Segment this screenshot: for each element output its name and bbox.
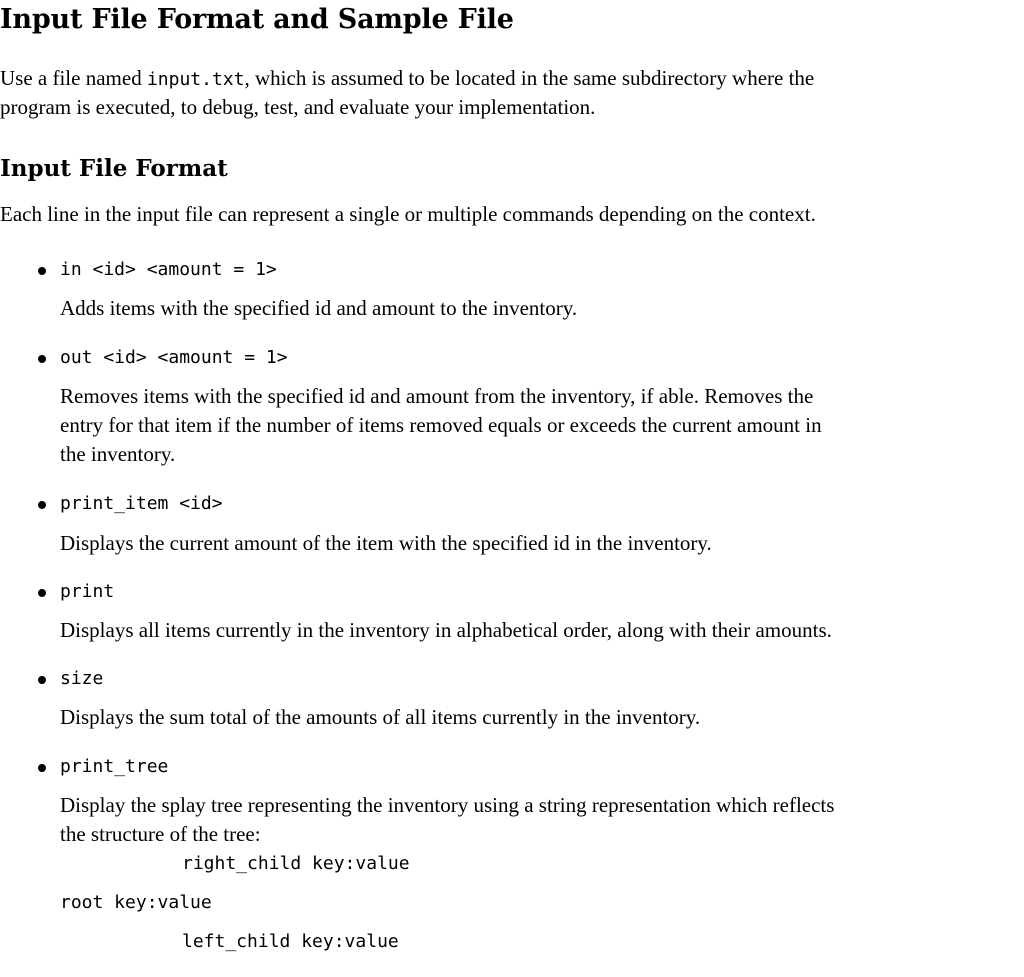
subsection-description: Each line in the input file can represent a single or multiple commands depending on the context. [0, 202, 816, 226]
command-desc-print-tree-line-1: Display the splay tree representing the inventory using a string representation which reflects [60, 793, 835, 817]
command-desc-print-line-1: Displays all items currently in the inventory in alphabetical order, along with their amounts. [60, 618, 832, 642]
section-title: Input File Format and Sample File [0, 4, 514, 35]
command-desc-print-tree-line-2: the structure of the tree: [60, 822, 261, 846]
command-syntax-print-tree: print_tree [60, 756, 169, 777]
filename-code: input.txt [146, 69, 245, 90]
command-desc-out-line-2: entry for that item if the number of items removed equals or exceeds the current amount in [60, 413, 822, 437]
command-desc-out-line-3: the inventory. [60, 442, 176, 466]
intro-text-post: , which is assumed to be located in the same subdirectory where the [244, 66, 815, 90]
bullet-icon [38, 676, 46, 684]
bullet-icon [38, 764, 46, 772]
tree-root: root key:value [60, 892, 212, 913]
bullet-icon [38, 589, 46, 597]
command-desc-in-line-1: Adds items with the specified id and amount to the inventory. [60, 296, 578, 320]
bullet-icon [38, 501, 46, 509]
intro-line-2: program is executed, to debug, test, and evaluate your implementation. [0, 95, 596, 119]
command-desc-size-line-1: Displays the sum total of the amounts of all items currently in the inventory. [60, 705, 701, 729]
command-syntax-size: size [60, 668, 104, 689]
subsection-title: Input File Format [0, 155, 228, 182]
tree-left-child: left_child key:value [182, 931, 399, 952]
command-desc-out-line-1: Removes items with the specified id and amount from the inventory, if able. Removes the [60, 384, 814, 408]
command-syntax-print: print [60, 581, 115, 602]
bullet-icon [38, 355, 46, 363]
intro-line-1 [0, 64, 814, 94]
command-syntax-in: in <id> <amount = 1> [60, 259, 277, 280]
command-desc-print-item-line-1: Displays the current amount of the item with the specified id in the inventory. [60, 531, 712, 555]
intro-text-pre: Use a file named [0, 66, 147, 90]
command-syntax-out: out <id> <amount = 1> [60, 347, 288, 368]
tree-right-child: right_child key:value [182, 853, 410, 874]
bullet-icon [38, 267, 46, 275]
command-syntax-print-item: print_item <id> [60, 493, 223, 514]
